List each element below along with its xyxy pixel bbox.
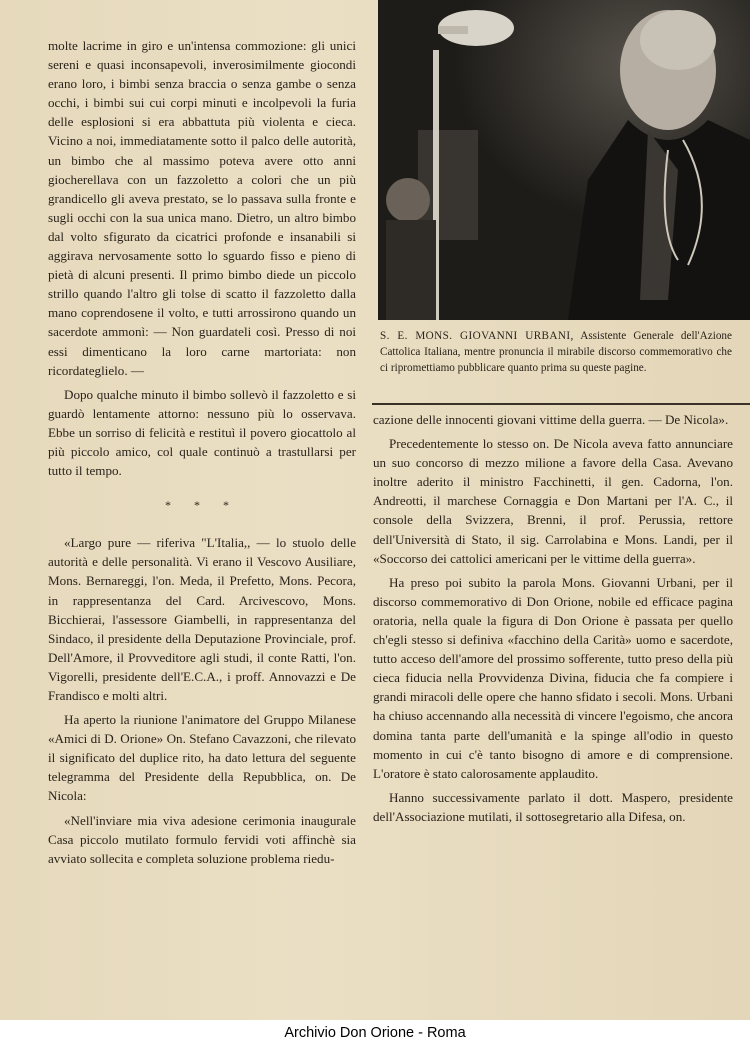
section-separator-stars: * * *	[165, 498, 239, 513]
right-paragraph-1: cazione delle innocenti giovani vittime della guerra. — De Nicola».	[373, 412, 729, 427]
left-paragraph-3: «Largo pure — riferiva "L'Italia,, — lo stuolo delle autorità e delle personalità. Vi erano il Vescovo Ausiliare, Mons. Bernareggi, l'on. Meda, il Prefetto, Mons. Pecora, in rappresentanza del Card. Arcivescovo, Mons. Bicchierai, l'assessore Giambelli, in rappresentanza del Sindaco, il presidente della Deputazione Provinciale, prof. Dell'Amore, il Provveditore agli studi, il conte Ratti, l'on. Vigorelli, presidente dell'E.C.A., i proff. Annovazzi e De Frandisco e molti altri.	[48, 535, 356, 703]
photo-caption	[380, 328, 732, 376]
photo-illustration	[378, 0, 750, 320]
right-paragraph-2: Precedentemente lo stesso on. De Nicola aveva fatto annunciare un suo concorso di mezzo milione a favore della Casa. Avevano inoltre aderito il ministro Facchinetti, il gen. Cadorna, l'on. Andreotti, il marchese Cornaggia e Don Martani per l'A. C., il console della Svizzera, Brenni, il prof. Perussia, rettore dell'Università di Stato, il sig. Carrolabina e Mons. Landi, per il «Soccorso dei cattolici americani per le vittime della guerra».	[373, 436, 733, 566]
right-column	[373, 410, 733, 831]
right-paragraph-4: Hanno successivamente parlato il dott. Maspero, presidente dell'Associazione mutilati, il sottosegretario alla Difesa, on.	[373, 789, 733, 824]
caption-text: Assistente Generale dell'Azione Cattolica Italiana, mentre pronuncia il mirabile discorso commemorativo che ci ripromettiamo pubblicare quanto prima su queste pagine.	[380, 330, 732, 374]
left-paragraph-2: Dopo qualche minuto il bimbo sollevò il fazzoletto e si guardò lentamente attorno: nessuno più lo osservava. Ebbe un sorriso di felicità e restituì il povero giocattolo al più piccolo amico, col quale continuò a trastullarsi per tutto il tempo.	[48, 386, 356, 479]
left-paragraph-4: Ha aperto la riunione l'animatore del Gruppo Milanese «Amici di D. Orione» On. Stefano Cavazzoni, che rilevato il significato del duplice rito, ha dato lettura del seguente telegramma del Presidente della Repubblica, on. De Nicola:	[48, 712, 356, 804]
column-divider-rule	[372, 403, 750, 405]
left-paragraph-5: «Nell'inviare mia viva adesione cerimonia inaugurale Casa piccolo mutilato formulo fervidi voti affinchè sia avviato sollecita e completa soluzione problema riedu-	[48, 812, 356, 866]
caption-name: S. E. MONS. GIOVANNI URBANI,	[380, 330, 574, 342]
left-paragraph-1: molte lacrime in giro e un'intensa commozione: gli unici sereni e quasi inconsapevoli, inverosimilmente giocondi erano loro, i bimbi senza braccia o senza gambe o senza occhi, i bimbi sui cui corpi minuti e incolpevoli la furia delle esplosioni si era abbattuta più violenta e cieca. Vicino a noi, immediatamente sotto il palco delle autorità, un bimbo che al massimo poteva avere otto anni giocherellava con un fazzoletto a colori che un più grandicello gli aveva prestato, se lo passava sulla fronte e sugli occhi con la sua unica mano. Dietro, un altro bimbo dal volto sfigurato da cicatrici profonde e insanabili si aggirava nervosamente sotto lo sguardo fisso e pieno di pietà di alcuni presenti. Il primo bimbo diede un piccolo strillo quando l'altro gli tolse di scatto il fazzoletto dalla mano coprendosene il volto, e tutti arrossirono quando un sacerdote ammonì: — Non guardateli così. Presso di noi essi dimenticano la loro carne martoriata: non ricordateglielo. —	[48, 38, 356, 378]
photo-mons-urbani	[378, 0, 750, 320]
left-column	[48, 36, 356, 873]
archive-footer: Archivio Don Orione - Roma	[0, 1020, 750, 1047]
right-paragraph-3: Ha preso poi subito la parola Mons. Giovanni Urbani, per il discorso commemorativo di Don Orione, nobile ed efficace pagina oratoria, nella quale la figura di Don Orione è passata per quello ch'egli stesso si definiva «facchino della Carità» uomo e sacerdote, tutto acceso dell'amore del prossimo sofferente, tutto preso della più cieca fiducia nella Provvidenza Divina, fiducia che fa compiere i grandi miracoli delle opere che hanno sfidato i secoli. Mons. Urbani ha chiuso accennando alla necessità di vincere l'egoismo, che ancora domina tanta parte dell'umanità e la spinge all'odio in questo momento in cui c'è tanto bisogno di amore e di comprensione. L'oratore è stato calorosamente applaudito.	[373, 574, 733, 781]
